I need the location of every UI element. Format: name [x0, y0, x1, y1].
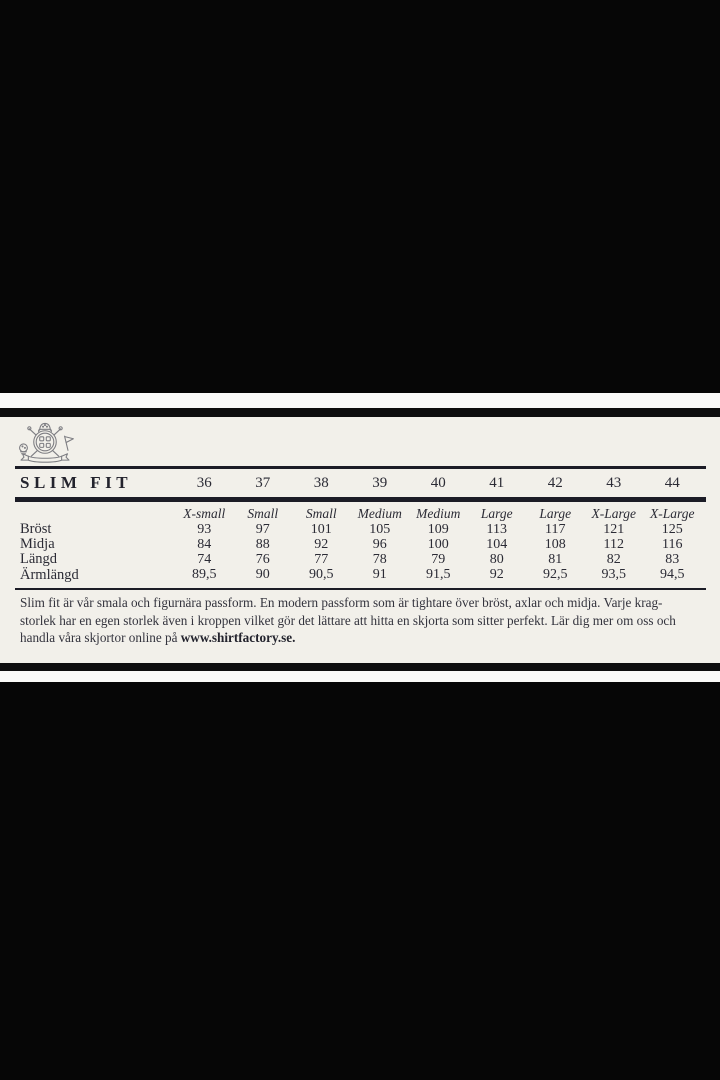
row-label: Midja — [20, 536, 55, 553]
fit-name-cell: Large — [480, 506, 513, 521]
value-cell: 77 — [314, 551, 329, 567]
row-label: Bröst — [20, 521, 52, 538]
value-cell: 91,5 — [426, 567, 451, 583]
value-cell: 93 — [197, 521, 212, 537]
size-chart-card — [0, 417, 720, 663]
fit-name-cell: X-Large — [591, 506, 636, 521]
value-cell: 84 — [197, 536, 212, 552]
value-cell: 81 — [548, 551, 563, 567]
description-line: Slim fit är vår smala och figurnära passform. En modern passform som är tightare över bröst, axlar och midja. Varje krag- — [20, 595, 663, 610]
fit-name-cell: Medium — [416, 506, 461, 521]
size-col-header: 40 — [430, 474, 446, 491]
rule-below-title — [15, 497, 706, 502]
size-col-header: 39 — [372, 474, 388, 491]
card-top-border — [0, 408, 720, 417]
value-cell: 100 — [427, 536, 449, 552]
value-cell: 92 — [314, 536, 329, 552]
value-cell: 117 — [545, 521, 566, 537]
description-line-prefix: handla våra skjortor online på — [20, 630, 181, 645]
rule-above-title — [15, 466, 706, 469]
value-cell: 80 — [489, 551, 504, 567]
value-cell: 104 — [486, 536, 508, 552]
value-cell: 116 — [662, 536, 683, 552]
value-cell: 125 — [661, 521, 683, 537]
value-cell: 89,5 — [192, 567, 217, 583]
description — [20, 594, 715, 647]
value-cell: 94,5 — [660, 567, 685, 583]
size-col-header: 42 — [547, 474, 563, 491]
size-col-header: 44 — [664, 474, 680, 491]
row-label: Längd — [20, 551, 58, 568]
value-cell: 92,5 — [543, 567, 568, 583]
value-cell: 105 — [369, 521, 391, 537]
description-line — [20, 629, 715, 647]
fit-name-cell: Small — [305, 506, 337, 521]
size-header-row — [0, 470, 720, 496]
fit-name-cell: Medium — [357, 506, 402, 521]
size-col-header: 43 — [606, 474, 622, 491]
value-cell: 108 — [544, 536, 566, 552]
measurement-row-armlangd — [0, 568, 720, 583]
value-cell: 96 — [372, 536, 387, 552]
value-cell: 112 — [603, 536, 624, 552]
value-cell: 101 — [310, 521, 332, 537]
table-title: SLIM FIT — [20, 473, 133, 492]
measurement-table-body — [0, 522, 720, 583]
measurement-row-langd — [0, 552, 720, 567]
size-col-header: 36 — [196, 474, 212, 491]
measurement-row-brost — [0, 522, 720, 537]
description-line: storlek har en egen storlek även i kroppen vilket gör det lättare att hitta en skjorta som sitter perfekt. Lär dig mer om oss och — [20, 612, 676, 628]
size-col-header: 38 — [313, 474, 329, 491]
value-cell: 90,5 — [309, 567, 334, 583]
fit-name-cell: Large — [539, 506, 572, 521]
row-label: Ärmlängd — [20, 566, 79, 583]
value-cell: 92 — [489, 567, 504, 583]
value-cell: 113 — [486, 521, 507, 537]
rule-above-description — [15, 588, 706, 590]
photo-area — [0, 393, 720, 682]
sewing-crest-icon — [14, 420, 76, 465]
fit-name-cell: X-Large — [650, 506, 695, 521]
measurement-row-midja — [0, 537, 720, 552]
value-cell: 93,5 — [601, 567, 626, 583]
value-cell: 76 — [255, 551, 270, 567]
card-bottom-border — [0, 663, 720, 671]
value-cell: 74 — [197, 551, 212, 567]
fit-name-cell: Small — [247, 506, 279, 521]
value-cell: 88 — [255, 536, 270, 552]
value-cell: 79 — [431, 551, 446, 567]
value-cell: 82 — [606, 551, 621, 567]
value-cell: 83 — [665, 551, 680, 567]
value-cell: 97 — [255, 521, 270, 537]
value-cell: 90 — [255, 567, 270, 583]
size-col-header: 37 — [255, 474, 271, 491]
value-cell: 121 — [603, 521, 625, 537]
website-text: www.shirtfactory.se. — [180, 630, 296, 645]
size-col-header: 41 — [489, 474, 505, 491]
value-cell: 91 — [372, 567, 387, 583]
value-cell: 78 — [372, 551, 387, 567]
value-cell: 109 — [427, 521, 449, 537]
fit-name-cell: X-small — [183, 506, 226, 521]
